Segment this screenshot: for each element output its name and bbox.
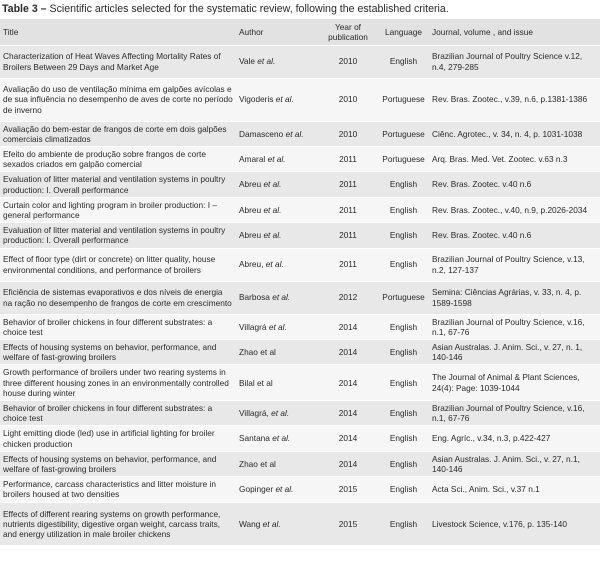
row-language: English <box>378 45 429 78</box>
row-journal: Brazilian Journal of Poultry Science, v.16, n.1, 67-76 <box>429 314 600 339</box>
row-author: Abreu et al. <box>236 223 318 248</box>
row-title: Performance, carcass characteristics and litter moisture in broilers housed at two densities <box>0 477 236 502</box>
row-title: Evaluation of litter material and ventilation systems in poultry production: I. Overall performance <box>0 223 236 248</box>
caption-label: Table 3 – <box>2 3 47 15</box>
row-language: English <box>378 223 429 248</box>
row-language: English <box>378 248 429 281</box>
row-language: Portuguese <box>378 146 429 171</box>
table-row <box>0 45 600 78</box>
row-language: English <box>378 477 429 502</box>
row-year: 2011 <box>318 223 378 248</box>
row-journal: Rev. Bras. Zootec. v.40 n.6 <box>429 223 600 248</box>
row-journal: Livestock Science, v.176, p. 135-140 <box>429 502 600 545</box>
row-title: Light emitting diode (led) use in artificial lighting for broiler chicken production <box>0 426 236 451</box>
row-journal: Brazilian Journal of Poultry Science v.12, n.4, 279-285 <box>429 45 600 78</box>
row-journal: Ciênc. Agrotec., v. 34, n. 4, p. 1031-1038 <box>429 121 600 146</box>
table-caption <box>0 0 600 19</box>
table-row <box>0 314 600 339</box>
row-year: 2010 <box>318 121 378 146</box>
row-journal: Eng. Agríc., v.34, n.3, p.422-427 <box>429 426 600 451</box>
row-author: Bilal et al <box>236 365 318 401</box>
table-row <box>0 451 600 476</box>
row-year: 2010 <box>318 78 378 121</box>
row-title: Effects of housing systems on behavior, performance, and welfare of fast-growing broilers <box>0 451 236 476</box>
header-journal: Journal, volume , and issue <box>432 26 534 37</box>
row-year: 2014 <box>318 365 378 401</box>
row-author: Vale et al. <box>236 45 318 78</box>
row-year: 2014 <box>318 400 378 425</box>
row-year: 2014 <box>318 314 378 339</box>
row-title: Effect of floor type (dirt or concrete) on litter quality, house environmental conditions, and performance of broilers <box>0 248 236 281</box>
table-row <box>0 121 600 146</box>
table-row <box>0 172 600 197</box>
row-language: English <box>378 339 429 364</box>
articles-table <box>0 19 600 545</box>
header-language: Language <box>385 26 422 37</box>
row-author: Wang et al. <box>236 502 318 545</box>
table-header-row <box>0 19 600 45</box>
row-language: English <box>378 365 429 401</box>
row-journal: Semina: Ciências Agrárias, v. 33, n. 4, p. 1589-1598 <box>429 281 600 314</box>
row-language: English <box>378 426 429 451</box>
row-author: Zhao et al <box>236 339 318 364</box>
row-author: Damasceno et al. <box>236 121 318 146</box>
row-title: Effects of housing systems on behavior, performance, and welfare of fast-growing broilers <box>0 339 236 364</box>
row-author: Gopinger et al. <box>236 477 318 502</box>
table-row <box>0 477 600 502</box>
row-journal: Rev. Bras. Zootec., v.39, n.6, p.1381-1386 <box>429 78 600 121</box>
table-row <box>0 502 600 545</box>
table-row <box>0 248 600 281</box>
row-year: 2014 <box>318 451 378 476</box>
row-title: Eficiência de sistemas evaporativos e dos níveis de energia na ração no desempenho de frangos de corte em crescimento <box>0 281 236 314</box>
row-year: 2014 <box>318 426 378 451</box>
row-author: Abreu, et al. <box>236 248 318 281</box>
caption-text: Scientific articles selected for the systematic review, following the established criteria. <box>46 3 449 15</box>
row-title: Behavior of broiler chickens in four different substrates: a choice test <box>0 400 236 425</box>
row-journal: Acta Sci., Anim. Sci., v.37 n.1 <box>429 477 600 502</box>
row-journal: Brazilian Journal of Poultry Science, v.13, n.2, 127-137 <box>429 248 600 281</box>
row-language: Portuguese <box>378 78 429 121</box>
row-year: 2011 <box>318 197 378 222</box>
table-row <box>0 365 600 401</box>
row-title: Curtain color and lighting program in broiler production: I – general performance <box>0 197 236 222</box>
row-journal: The Journal of Animal & Plant Sciences, 24(4): Page: 1039-1044 <box>429 365 600 401</box>
header-year: Year of publication <box>328 21 368 42</box>
row-journal: Arq. Bras. Med. Vet. Zootec. v.63 n.3 <box>429 146 600 171</box>
row-language: English <box>378 172 429 197</box>
row-language: English <box>378 451 429 476</box>
row-title: Growth performance of broilers under two rearing systems in three different housing zones in an environmentally controlled house during winter <box>0 365 236 401</box>
table-row <box>0 426 600 451</box>
row-title: Avaliação do uso de ventilação mínima em galpões avícolas e de sua influência no desempenho de aves de corte no período de inverno <box>0 78 236 121</box>
row-title: Behavior of broiler chickens in four different substrates: a choice test <box>0 314 236 339</box>
row-journal: Brazilian Journal of Poultry Science, v.16, n.1, 67-76 <box>429 400 600 425</box>
row-language: English <box>378 197 429 222</box>
row-journal: Asian Australas. J. Anim. Sci., v. 27, n. 1, 140-146 <box>429 339 600 364</box>
row-author: Zhao et al <box>236 451 318 476</box>
row-year: 2011 <box>318 172 378 197</box>
row-language: English <box>378 400 429 425</box>
row-year: 2010 <box>318 45 378 78</box>
table-row <box>0 197 600 222</box>
row-title: Efeito do ambiente de produção sobre frangos de corte sexados criados em galpão comercial <box>0 146 236 171</box>
table-row <box>0 78 600 121</box>
row-author: Vigoderis et al. <box>236 78 318 121</box>
row-author: Amaral et al. <box>236 146 318 171</box>
table-row <box>0 400 600 425</box>
row-author: Abreu et al. <box>236 197 318 222</box>
row-title: Characterization of Heat Waves Affecting Mortality Rates of Broilers Between 29 Days and Market Age <box>0 45 236 78</box>
row-journal: Rev. Bras. Zootec., v.40, n.9, p.2026-2034 <box>429 197 600 222</box>
row-author: Barbosa et al. <box>236 281 318 314</box>
row-year: 2014 <box>318 339 378 364</box>
row-title: Avaliação do bem-estar de frangos de corte em dois galpões comerciais climatizados <box>0 121 236 146</box>
row-title: Effects of different rearing systems on growth performance, nutrients digestibility, digestive organ weight, carcass traits, and energy utilization in male broiler chickens <box>0 502 236 545</box>
row-year: 2011 <box>318 248 378 281</box>
row-author: Villagrá et al. <box>236 314 318 339</box>
table-row <box>0 281 600 314</box>
row-language: English <box>378 502 429 545</box>
table-row <box>0 223 600 248</box>
row-year: 2015 <box>318 477 378 502</box>
row-language: Portuguese <box>378 281 429 314</box>
row-year: 2012 <box>318 281 378 314</box>
row-title: Evaluation of litter material and ventilation systems in poultry production: I. Overall performance <box>0 172 236 197</box>
table-row <box>0 339 600 364</box>
row-year: 2015 <box>318 502 378 545</box>
row-author: Villagrá, et al. <box>236 400 318 425</box>
row-journal: Rev. Bras. Zootec. v.40 n.6 <box>429 172 600 197</box>
table-row <box>0 146 600 171</box>
row-year: 2011 <box>318 146 378 171</box>
row-author: Abreu et al. <box>236 172 318 197</box>
row-language: English <box>378 314 429 339</box>
header-author: Author <box>239 26 264 37</box>
header-title: Title <box>3 26 19 37</box>
row-language: Portuguese <box>378 121 429 146</box>
row-author: Santana et al. <box>236 426 318 451</box>
row-journal: Asian Australas. J. Anim. Sci., v. 27, n.1, 140-146 <box>429 451 600 476</box>
